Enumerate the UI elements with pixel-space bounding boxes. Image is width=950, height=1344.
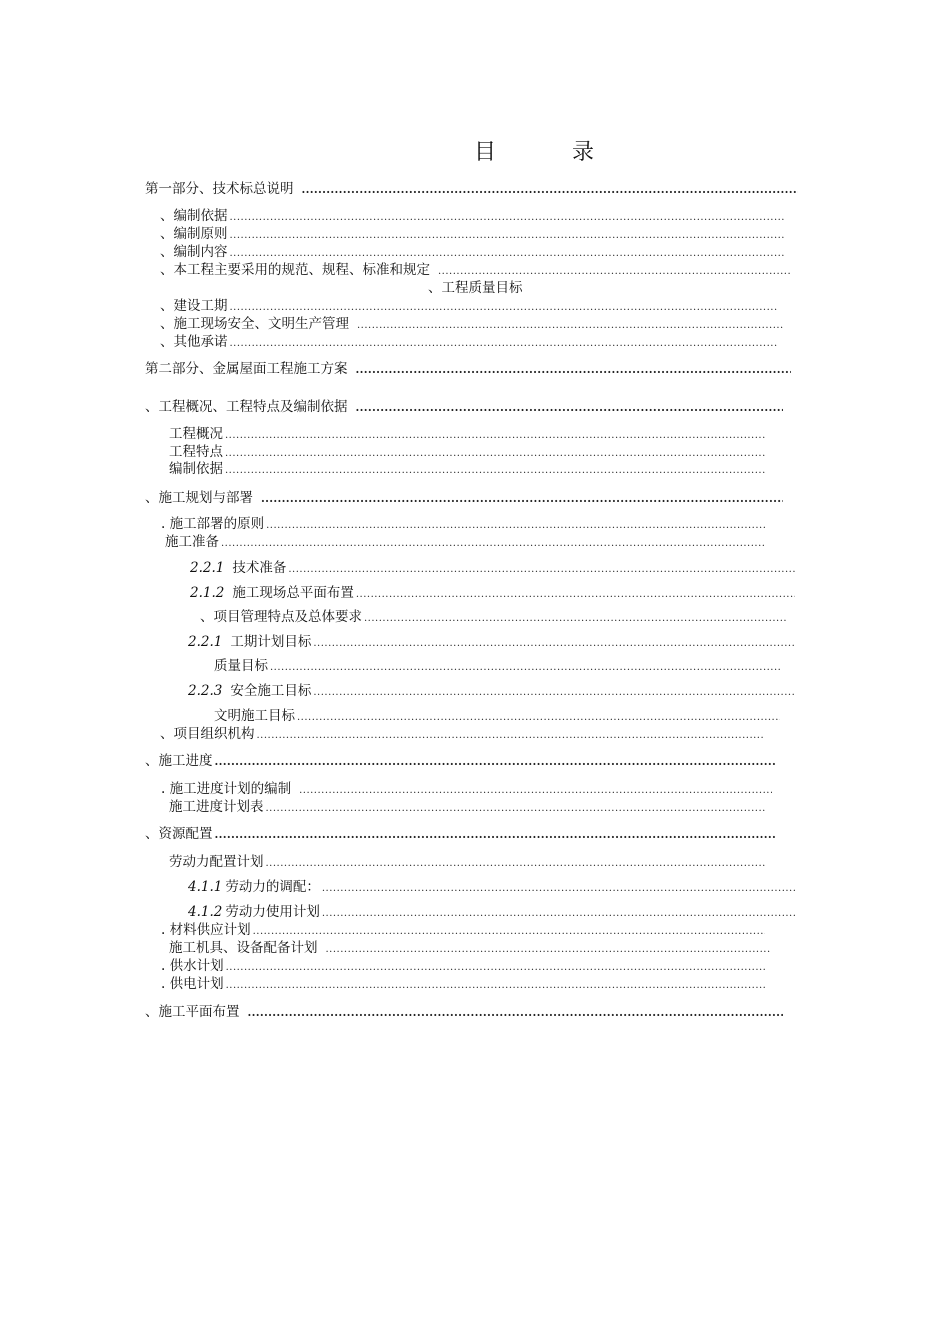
toc-item[interactable] [200, 608, 786, 626]
toc-item[interactable] [160, 725, 765, 743]
toc-label: . 施工进度计划的编制 [161, 781, 292, 797]
toc-item[interactable] [190, 559, 795, 577]
toc-item[interactable]: 、工程质量目标 [428, 280, 523, 296]
toc-item[interactable] [188, 633, 795, 651]
toc-leader [322, 880, 795, 898]
toc-section[interactable] [145, 1003, 783, 1021]
toc-item[interactable] [214, 707, 780, 725]
toc-number: 2.2.3 [188, 683, 223, 699]
toc-section[interactable] [145, 489, 783, 507]
toc-label: 工程特点 [169, 444, 223, 460]
toc-label: 劳动力的调配： [225, 879, 320, 895]
title-char-1: 目 [474, 140, 497, 165]
toc-item[interactable] [160, 261, 791, 279]
toc-leader [226, 977, 765, 995]
toc-label: 、本工程主要采用的规范、规程、标准和规定 [160, 262, 430, 278]
toc-label: 、建设工期 [160, 298, 228, 314]
toc-label: 、项目组织机构 [160, 726, 255, 742]
toc-item[interactable] [169, 798, 765, 816]
toc-label: 、施工规划与部署 [145, 490, 253, 506]
toc-item[interactable] [161, 975, 765, 993]
toc-item[interactable] [214, 657, 780, 675]
toc-leader [261, 490, 783, 508]
toc-label: 施工机具、设备配备计划 [169, 940, 318, 956]
toc-item[interactable] [169, 853, 765, 871]
toc-item[interactable] [161, 921, 765, 939]
toc-label: 第二部分、金属屋面工程施工方案 [145, 361, 348, 377]
toc-number: 4.1.2 [188, 904, 223, 920]
toc-leader [313, 635, 795, 653]
toc-number: 4.1.1 [188, 879, 223, 895]
toc-label: 劳动力配置计划 [169, 854, 264, 870]
toc-leader [225, 462, 765, 480]
toc-leader [356, 586, 795, 604]
toc-leader [215, 753, 778, 771]
toc-label: 工期计划目标 [230, 634, 312, 650]
toc-label: 工程概况 [169, 426, 223, 442]
toc-leader [266, 855, 766, 873]
toc-item[interactable] [190, 584, 795, 602]
toc-label: 、编制原则 [160, 226, 228, 242]
toc-leader [288, 561, 795, 579]
toc-item[interactable] [188, 878, 795, 896]
toc-label: 、编制依据 [160, 208, 228, 224]
toc-label: . 材料供应计划 [161, 922, 251, 938]
toc-leader [364, 610, 786, 628]
toc-item[interactable] [161, 957, 765, 975]
toc-label: . 供水计划 [161, 958, 224, 974]
toc-item[interactable] [160, 297, 777, 315]
toc-section[interactable] [145, 825, 777, 843]
toc-label: 安全施工目标 [230, 683, 312, 699]
toc-label: 施工现场总平面布置 [232, 585, 354, 601]
toc-item[interactable] [160, 333, 777, 351]
toc-number: 2.1.2 [190, 585, 225, 601]
toc-item[interactable] [160, 207, 784, 225]
toc-number: 2.2.1 [190, 560, 225, 576]
toc-label: 施工准备 [165, 534, 219, 550]
toc-item[interactable] [169, 939, 771, 957]
toc-label: . 供电计划 [161, 976, 224, 992]
toc-label: . 施工部署的原则 [161, 516, 265, 532]
toc-number: 2.2.1 [188, 634, 223, 650]
toc-item[interactable] [161, 515, 765, 533]
toc-label: 技术准备 [232, 560, 287, 576]
toc-leader [257, 727, 766, 745]
toc-label: 编制依据 [169, 461, 223, 477]
toc-section[interactable] [145, 398, 783, 416]
toc-leader [302, 181, 799, 199]
toc-label: 、施工现场安全、文明生产管理 [160, 316, 349, 332]
title-char-2: 录 [572, 140, 595, 165]
toc-label: 、施工进度 [145, 753, 213, 769]
toc-item[interactable] [188, 903, 795, 921]
toc-leader [215, 826, 778, 844]
toc-label: 、施工平面布置 [145, 1004, 240, 1020]
toc-label: 劳动力使用计划 [225, 904, 320, 920]
toc-label: 、其他承诺 [160, 334, 228, 350]
toc-item[interactable] [160, 315, 784, 333]
toc-item[interactable] [169, 443, 765, 461]
toc-label: 、项目管理特点及总体要求 [200, 609, 362, 625]
toc-label: 施工进度计划表 [169, 799, 264, 815]
toc-item[interactable] [169, 425, 765, 443]
toc-item[interactable] [169, 460, 765, 478]
toc-label: 、工程概况、工程特点及编制依据 [145, 399, 348, 415]
toc-label: 文明施工目标 [214, 708, 295, 724]
toc-leader [356, 399, 784, 417]
toc-section[interactable] [145, 752, 777, 770]
toc-leader [221, 535, 765, 553]
toc-leader [356, 361, 792, 379]
toc-label: 、编制内容 [160, 244, 228, 260]
toc-item[interactable] [160, 243, 784, 261]
toc-label: 质量目标 [214, 658, 268, 674]
toc-item[interactable] [165, 533, 765, 551]
toc-label: 、资源配置 [145, 826, 213, 842]
toc-leader [230, 335, 778, 353]
toc-part2[interactable] [145, 360, 791, 378]
toc-item[interactable] [160, 225, 784, 243]
toc-item[interactable] [161, 780, 772, 798]
toc-leader [313, 684, 795, 702]
toc-part1[interactable] [145, 180, 798, 198]
toc-leader [266, 800, 766, 818]
toc-leader [270, 659, 780, 677]
toc-leader [248, 1004, 784, 1022]
toc-item[interactable] [188, 682, 795, 700]
toc-label: 第一部分、技术标总说明 [145, 181, 294, 197]
